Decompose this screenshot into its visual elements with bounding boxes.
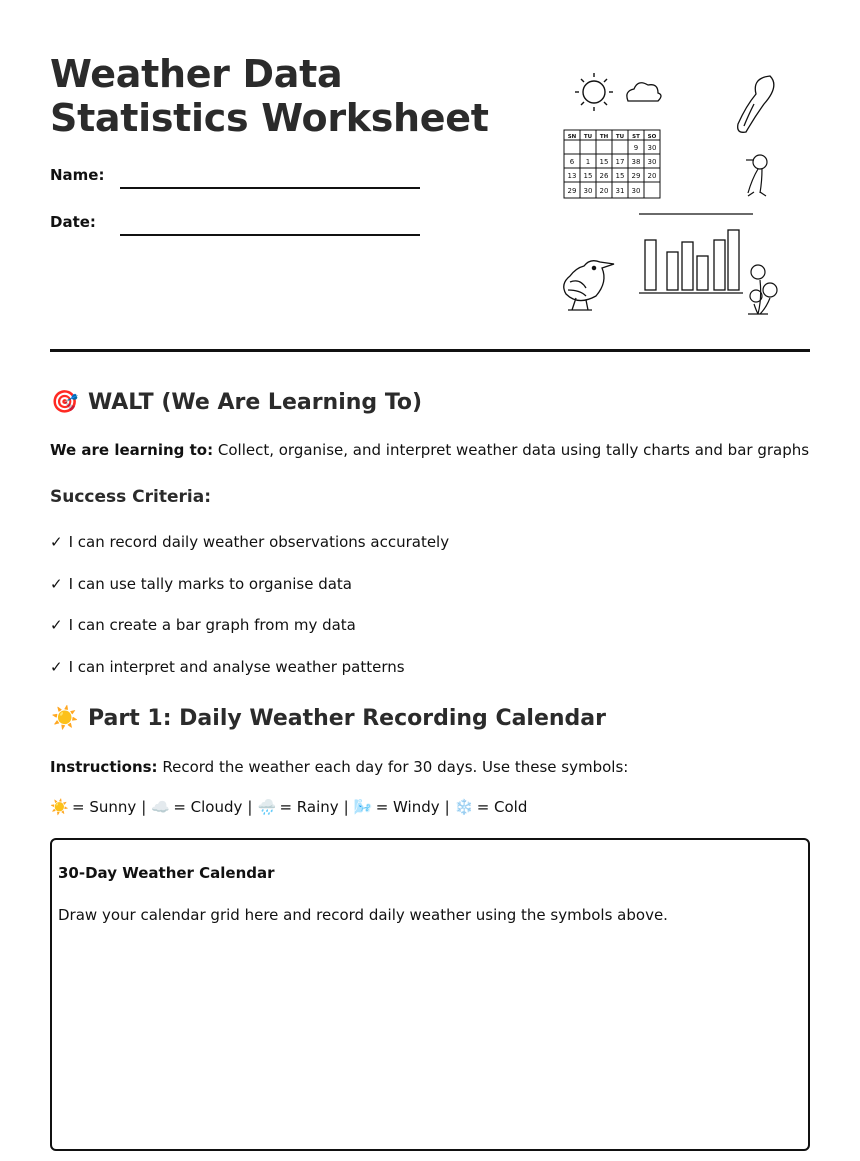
- criteria-text: I can create a bar graph from my data: [68, 616, 356, 634]
- criteria-text: I can interpret and analyse weather patterns: [68, 658, 405, 676]
- bird-icon: [564, 261, 614, 310]
- calendar-box-title: 30-Day Weather Calendar: [58, 864, 275, 882]
- calendar-box-description: Draw your calendar grid here and record daily weather using the symbols above.: [58, 906, 668, 924]
- calendar-icon: [564, 130, 660, 198]
- calendar-date: 30: [583, 187, 593, 195]
- calendar-date: 29: [631, 172, 641, 180]
- legend-label-rainy: = Rainy: [279, 798, 339, 816]
- check-icon: ✓: [50, 533, 63, 551]
- flower-icon: [748, 265, 777, 314]
- name-label: Name:: [50, 166, 105, 184]
- snowflake-icon: ❄️: [454, 798, 474, 816]
- sun-icon: [575, 73, 613, 111]
- walt-statement: [50, 441, 809, 459]
- legend-separator: |: [343, 798, 349, 816]
- calendar-date: 6: [569, 158, 575, 166]
- calendar-date: 26: [599, 172, 609, 180]
- calendar-day-header: SN: [567, 134, 577, 140]
- wind-icon: 🌬️: [353, 798, 373, 816]
- legend-separator: |: [141, 798, 147, 816]
- part1-heading: [50, 706, 606, 731]
- calendar-date: 20: [599, 187, 609, 195]
- date-field[interactable]: [120, 234, 420, 236]
- legend-label-windy: = Windy: [375, 798, 440, 816]
- walt-heading-text: WALT (We Are Learning To): [88, 390, 423, 415]
- calendar-date: 9: [633, 144, 639, 152]
- small-bird-icon: [746, 155, 767, 196]
- walt-text: Collect, organise, and interpret weather data using tally charts and bar graphs: [217, 441, 810, 459]
- check-icon: ✓: [50, 575, 63, 593]
- calendar-date: 13: [567, 172, 577, 180]
- calendar-day-header: ST: [632, 134, 640, 140]
- calendar-date: 20: [647, 172, 657, 180]
- calendar-date: 15: [599, 158, 609, 166]
- instructions-lead: Instructions:: [50, 758, 158, 776]
- calendar-date: 31: [615, 187, 625, 195]
- calendar-date: 30: [647, 144, 657, 152]
- legend-label-sunny: = Sunny: [72, 798, 137, 816]
- target-icon: 🎯: [51, 390, 79, 415]
- calendar-day-header: SO: [647, 134, 657, 140]
- header-illustration: [548, 68, 788, 318]
- calendar-date: 1: [585, 158, 591, 166]
- calendar-date: 30: [647, 158, 657, 166]
- criteria-text: I can record daily weather observations accurately: [68, 533, 450, 551]
- bar-chart-icon: [639, 214, 753, 293]
- weather-symbol-legend: [50, 798, 527, 816]
- walt-heading: [50, 390, 422, 415]
- calendar-drawing-area[interactable]: [50, 838, 810, 1151]
- check-icon: ✓: [50, 616, 63, 634]
- legend-label-cold: = Cold: [476, 798, 528, 816]
- criteria-item: [50, 575, 352, 593]
- calendar-day-header: TU: [583, 134, 593, 140]
- criteria-item: [50, 616, 356, 634]
- calendar-date: 38: [631, 158, 641, 166]
- sun-icon: ☀️: [51, 706, 79, 731]
- sun-icon: ☀️: [50, 798, 69, 816]
- rain-cloud-icon: 🌧️: [257, 798, 277, 816]
- criteria-item: [50, 533, 449, 551]
- calendar-day-header: TH: [599, 134, 609, 140]
- calendar-date: 30: [631, 187, 641, 195]
- name-field[interactable]: [120, 187, 420, 189]
- calendar-date: 15: [583, 172, 593, 180]
- criteria-text: I can use tally marks to organise data: [68, 575, 352, 593]
- instructions-text: Record the weather each day for 30 days. Use these symbols:: [162, 758, 629, 776]
- section-divider: [50, 349, 810, 352]
- feather-icon: [738, 76, 774, 132]
- check-icon: ✓: [50, 658, 63, 676]
- calendar-day-header: TU: [615, 134, 625, 140]
- criteria-item: [50, 658, 405, 676]
- calendar-date: 15: [615, 172, 625, 180]
- legend-label-cloudy: = Cloudy: [173, 798, 243, 816]
- legend-separator: |: [247, 798, 253, 816]
- success-criteria-heading: Success Criteria:: [50, 487, 212, 507]
- walt-lead: We are learning to:: [50, 441, 214, 459]
- page-title: Weather Data Statistics Worksheet: [50, 52, 489, 140]
- cloud-icon: ☁️: [151, 798, 171, 816]
- date-label: Date:: [50, 213, 96, 231]
- calendar-date: 29: [567, 187, 577, 195]
- calendar-date: 17: [615, 158, 625, 166]
- cloud-icon: [627, 83, 661, 101]
- part1-instructions: [50, 758, 628, 776]
- legend-separator: |: [444, 798, 450, 816]
- part1-heading-text: Part 1: Daily Weather Recording Calendar: [88, 706, 606, 731]
